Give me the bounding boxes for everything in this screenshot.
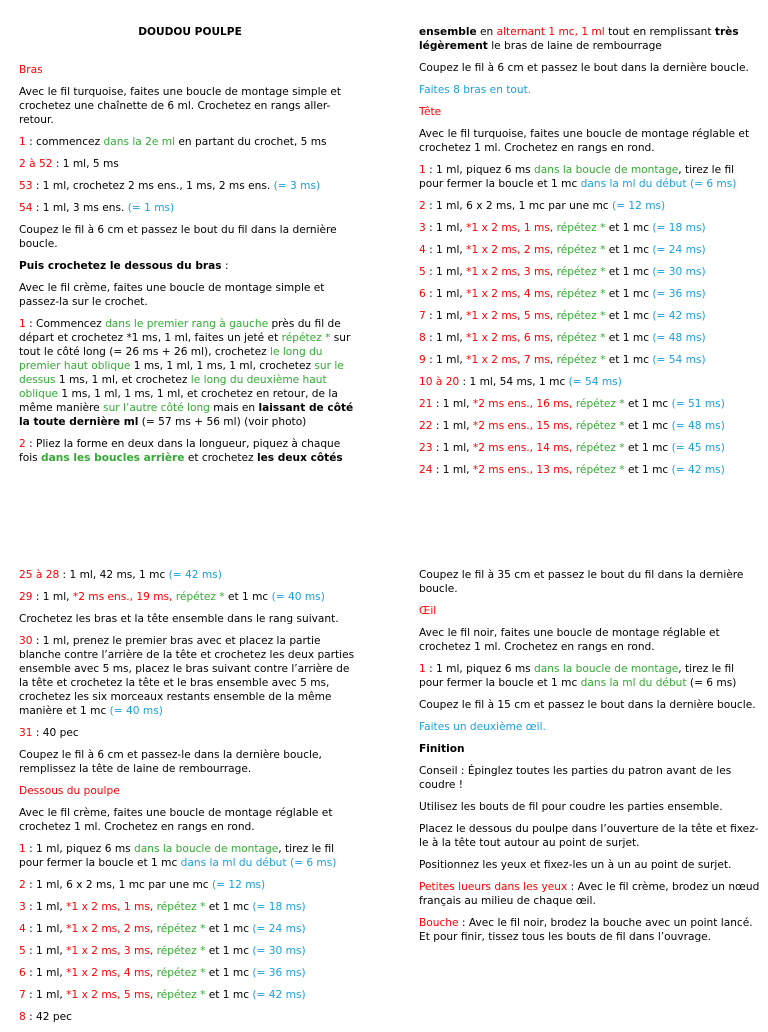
- text-run: 54: [19, 202, 33, 214]
- text-run: : 1 ml,: [32, 591, 73, 603]
- text-run: (= 45 ms): [671, 442, 725, 454]
- text-run: 6: [419, 288, 426, 300]
- paragraph: [19, 63, 361, 77]
- text-run: : 1 ml,: [432, 442, 473, 454]
- paragraph: [19, 568, 361, 582]
- text-run: Avec le fil crème, faites une boucle de montage réglable et crochetez 1 ml. Crochetez en rangs en rond.: [19, 807, 333, 833]
- paragraph: [419, 441, 761, 455]
- paragraph: [19, 437, 361, 465]
- text-run: et 1 mc: [624, 442, 672, 454]
- text-run: dans la boucle de montage: [534, 663, 679, 675]
- text-run: Avec le fil turquoise, faites une boucle de montage simple et crochetez une chaînette de 6 ml. Crochetez en rangs aller-retour.: [19, 86, 342, 126]
- paragraph: [419, 419, 761, 433]
- paragraph: [19, 259, 361, 273]
- text-run: Tête: [419, 106, 442, 118]
- text-run: répétez *: [175, 591, 225, 603]
- paragraph: [19, 726, 361, 740]
- text-run: laissant de côté la toute dernière ml: [19, 402, 354, 428]
- paragraph: [419, 353, 761, 367]
- text-run: 1 ms, 1 ml, 1 ms, 1 ml, et crochetez en retour, de la même manière: [19, 388, 338, 414]
- text-run: *1 x 2 ms, 7 ms,: [466, 354, 554, 366]
- text-run: Faites un deuxième œil.: [419, 721, 546, 733]
- text-run: (= 42 ms): [652, 310, 706, 322]
- text-run: et 1 mc: [624, 398, 672, 410]
- text-run: *1 x 2 ms, 3 ms,: [466, 266, 554, 278]
- text-run: 1 ms, 1 ml, 1 ms, 1 ml, crochetez: [130, 360, 315, 372]
- text-run: et 1 mc: [224, 591, 272, 603]
- text-run: : 1 ml, 5 ms: [52, 158, 119, 170]
- text-run: Coupez le fil à 6 cm et passez le bout du fil dans la dernière boucle.: [19, 224, 337, 250]
- text-run: dans la boucle de montage: [134, 843, 279, 855]
- paragraph: [19, 634, 361, 718]
- column-2: [419, 25, 761, 485]
- text-run: 31: [19, 727, 33, 739]
- text-run: 2: [19, 879, 26, 891]
- paragraph: [419, 61, 761, 75]
- text-run: le long du deuxième haut oblique: [19, 374, 327, 400]
- text-run: (= 18 ms): [252, 901, 306, 913]
- text-run: Placez le dessous du poulpe dans l’ouverture de la tête et fixez-le à la tête tout autour au point de surjet.: [419, 823, 759, 849]
- paragraph: [419, 568, 761, 596]
- document-title: [19, 25, 361, 39]
- text-run: Faites 8 bras en tout.: [419, 84, 532, 96]
- text-run: (= 36 ms): [652, 288, 706, 300]
- column-1: [19, 25, 361, 473]
- text-run: (= 42 ms): [671, 464, 725, 476]
- text-run: *2 ms ens., 16 ms,: [472, 398, 573, 410]
- text-run: dans les boucles arrière: [41, 452, 185, 464]
- text-run: (= 48 ms): [671, 420, 725, 432]
- text-run: et 1 mc: [205, 967, 253, 979]
- text-run: : 1 ml,: [432, 420, 473, 432]
- text-run: répétez *: [575, 464, 625, 476]
- text-run: et 1 mc: [605, 354, 653, 366]
- text-run: 2: [419, 200, 426, 212]
- text-run: et 1 mc: [205, 901, 253, 913]
- text-run: dans la ml du début: [580, 677, 687, 689]
- paragraph: [19, 784, 361, 798]
- text-run: Puis crochetez le dessous du bras: [19, 260, 222, 272]
- text-run: mais en: [209, 402, 259, 414]
- text-run: 1: [419, 663, 426, 675]
- text-run: *1 x 2 ms, 1 ms,: [466, 222, 554, 234]
- text-run: (= 40 ms): [271, 591, 325, 603]
- paragraph: [419, 698, 761, 712]
- text-run: : 1 ml, prenez le premier bras avec et placez la partie blanche contre l’arrière de la tête et crochetez les deux parties ensemble avec 5 ms, placez le bras suivant contre l’arrière de la tête et crochetez la tête et le bras ensemble avec 5 ms, crochetez les six morceaux restants ensemble de la même manière et 1 mc: [19, 635, 355, 717]
- text-run: et 1 mc: [205, 989, 253, 1001]
- text-run: Coupez le fil à 35 cm et passez le bout du fil dans la dernière boucle.: [419, 569, 744, 595]
- text-run: (= 12 ms): [211, 879, 266, 891]
- text-run: : 1 ml, 6 x 2 ms, 1 mc par une mc: [25, 879, 212, 891]
- text-run: *1 x 2 ms, 3 ms,: [66, 945, 154, 957]
- text-run: (= 48 ms): [652, 332, 706, 344]
- text-run: près du fil de départ et crochetez *1 ms, 1 ml, faites un jeté et: [19, 318, 341, 344]
- column-4: [419, 568, 761, 952]
- text-run: répétez *: [556, 354, 606, 366]
- text-run: Avec le fil noir, faites une boucle de montage réglable et crochetez 1 ml. Crochetez en rangs en rond.: [419, 627, 720, 653]
- paragraph: [19, 223, 361, 251]
- paragraph: [419, 626, 761, 654]
- text-run: répétez *: [556, 244, 606, 256]
- text-run: : 1 ml,: [425, 310, 467, 322]
- text-run: Conseil : Épinglez toutes les parties du patron avant de les coudre !: [419, 765, 732, 791]
- text-run: *2 ms ens., 13 ms,: [472, 464, 573, 476]
- text-run: 8: [19, 1011, 26, 1023]
- text-run: 53: [19, 180, 33, 192]
- text-run: 25 à 28: [19, 569, 60, 581]
- text-run: 1: [419, 164, 426, 176]
- paragraph: [19, 900, 361, 914]
- text-run: Coupez le fil à 6 cm et passez-le dans la dernière boucle, remplissez la tête de laine de rembourrage.: [19, 749, 322, 775]
- text-run: *1 x 2 ms, 2 ms,: [66, 923, 154, 935]
- text-run: 24: [419, 464, 433, 476]
- text-run: : 1 ml,: [432, 464, 473, 476]
- text-run: Bras: [19, 64, 43, 76]
- paragraph: [419, 127, 761, 155]
- text-run: (= 30 ms): [252, 945, 306, 957]
- text-run: *1 x 2 ms, 5 ms,: [466, 310, 554, 322]
- text-run: (= 54 ms): [652, 354, 706, 366]
- text-run: et 1 mc: [605, 310, 653, 322]
- paragraph: [419, 397, 761, 411]
- text-run: et 1 mc: [605, 332, 653, 344]
- text-run: : 1 ml,: [425, 354, 467, 366]
- text-run: Coupez le fil à 6 cm et passez le bout dans la dernière boucle.: [419, 62, 749, 74]
- text-run: (= 6 ms): [686, 677, 737, 689]
- text-run: 5: [419, 266, 426, 278]
- text-run: 6: [19, 967, 26, 979]
- text-run: 4: [419, 244, 426, 256]
- text-run: en partant du crochet, 5 ms: [175, 136, 327, 148]
- text-run: et 1 mc: [605, 222, 653, 234]
- text-run: et 1 mc: [205, 945, 253, 957]
- text-run: 2 à 52: [19, 158, 53, 170]
- text-run: Finition: [419, 743, 465, 755]
- text-run: le long du premier haut oblique: [19, 346, 323, 372]
- text-run: (= 12 ms): [611, 200, 666, 212]
- text-run: 8: [419, 332, 426, 344]
- text-run: 22: [419, 420, 433, 432]
- text-run: *1 x 2 ms, 6 ms,: [466, 332, 554, 344]
- text-run: (= 42 ms): [168, 569, 222, 581]
- paragraph: [19, 1010, 361, 1024]
- text-run: (= 6 ms): [289, 857, 337, 869]
- text-run: ensemble: [419, 26, 477, 38]
- text-run: : 1 ml, piquez 6 ms: [25, 843, 135, 855]
- paragraph: [419, 243, 761, 257]
- text-run: Positionnez les yeux et fixez-les un à un au point de surjet.: [419, 859, 732, 871]
- text-run: : 1 ml,: [425, 266, 467, 278]
- text-run: répétez *: [156, 901, 206, 913]
- text-run: *1 x 2 ms, 2 ms,: [466, 244, 554, 256]
- paragraph: [419, 287, 761, 301]
- text-run: : 1 ml,: [425, 288, 467, 300]
- text-run: et 1 mc: [205, 923, 253, 935]
- text-run: *2 ms ens., 15 ms,: [472, 420, 573, 432]
- paragraph: [419, 880, 761, 908]
- text-run: (= 3 ms): [273, 180, 321, 192]
- text-run: : 40 pec: [32, 727, 79, 739]
- text-run: *2 ms ens., 19 ms,: [72, 591, 173, 603]
- paragraph: [419, 265, 761, 279]
- paragraph: [419, 463, 761, 477]
- text-run: *1 x 2 ms, 5 ms,: [66, 989, 154, 1001]
- text-run: les deux côtés: [256, 452, 343, 464]
- text-run: : 1 ml, 42 ms, 1 mc: [59, 569, 169, 581]
- paragraph: [19, 878, 361, 892]
- paragraph: [419, 764, 761, 792]
- paragraph: [19, 966, 361, 980]
- text-run: en: [476, 26, 497, 38]
- text-run: (= 54 ms): [568, 376, 622, 388]
- text-run: (= 42 ms): [252, 989, 306, 1001]
- text-run: : Avec le fil crème, brodez un nœud français au milieu de chaque œil.: [419, 881, 760, 907]
- text-run: Bouche: [419, 917, 459, 929]
- paragraph: [419, 163, 761, 191]
- paragraph: [19, 944, 361, 958]
- text-run: (= 24 ms): [252, 923, 306, 935]
- paragraph: [19, 612, 361, 626]
- paragraph: [419, 221, 761, 235]
- paragraph: [419, 83, 761, 97]
- text-run: : Avec le fil noir, brodez la bouche avec un point lancé. Et pour finir, tissez tous les bouts de fil dans l’ouvrage.: [419, 917, 753, 943]
- paragraph: [19, 85, 361, 127]
- text-run: Avec le fil crème, faites une boucle de montage simple et passez-la sur le crochet.: [19, 282, 325, 308]
- text-run: 5: [19, 945, 26, 957]
- paragraph: [19, 157, 361, 171]
- text-run: , tirez le fil pour fermer la boucle et 1 mc: [419, 164, 735, 190]
- text-run: et crochetez: [184, 452, 257, 464]
- text-run: Coupez le fil à 15 cm et passez le bout dans la dernière boucle.: [419, 699, 756, 711]
- text-run: répétez *: [156, 967, 206, 979]
- paragraph: [19, 922, 361, 936]
- text-run: répétez *: [575, 420, 625, 432]
- text-run: : 1 ml,: [25, 901, 67, 913]
- text-run: : 1 ml,: [25, 945, 67, 957]
- text-run: : 1 ml,: [432, 398, 473, 410]
- text-run: 3: [419, 222, 426, 234]
- text-run: 29: [19, 591, 33, 603]
- paragraph: [19, 806, 361, 834]
- paragraph: [19, 135, 361, 149]
- text-run: (= 24 ms): [652, 244, 706, 256]
- text-run: : 1 ml, piquez 6 ms: [425, 663, 535, 675]
- paragraph: [419, 662, 761, 690]
- paragraph: [19, 201, 361, 215]
- text-run: et 1 mc: [624, 464, 672, 476]
- text-run: sur tout le côté long (= 26 ms + 26 ml), crochetez: [19, 332, 351, 358]
- paragraph: [419, 742, 761, 756]
- text-run: : 1 ml,: [425, 244, 467, 256]
- paragraph: [419, 309, 761, 323]
- text-run: et 1 mc: [605, 266, 653, 278]
- text-run: le bras de laine de rembourrage: [487, 40, 662, 52]
- text-run: DOUDOU POULPE: [138, 26, 242, 38]
- text-run: sur l’autre côté long: [103, 402, 210, 414]
- text-run: : Commencez: [25, 318, 106, 330]
- paragraph: [419, 105, 761, 119]
- text-run: 3: [19, 901, 26, 913]
- text-run: Avec le fil turquoise, faites une boucle de montage réglable et crochetez 1 ml. Crochetez en rangs en rond.: [419, 128, 750, 154]
- text-run: : 1 ml, 54 ms, 1 mc: [459, 376, 569, 388]
- text-run: (= 18 ms): [652, 222, 706, 234]
- text-run: et 1 mc: [605, 288, 653, 300]
- text-run: : 1 ml, piquez 6 ms: [425, 164, 535, 176]
- paragraph: [419, 916, 761, 944]
- text-run: 1: [19, 318, 26, 330]
- text-run: : 1 ml,: [25, 989, 67, 1001]
- text-run: 9: [419, 354, 426, 366]
- text-run: : 1 ml, 3 ms ens.: [32, 202, 128, 214]
- paragraph: [419, 199, 761, 213]
- paragraph: [419, 720, 761, 734]
- text-run: répétez *: [156, 945, 206, 957]
- text-run: répétez *: [575, 442, 625, 454]
- text-run: : 1 ml,: [25, 967, 67, 979]
- paragraph: [419, 800, 761, 814]
- text-run: *2 ms ens., 14 ms,: [472, 442, 573, 454]
- text-run: Œil: [419, 605, 437, 617]
- text-run: 4: [19, 923, 26, 935]
- paragraph: [19, 748, 361, 776]
- text-run: *1 x 2 ms, 4 ms,: [466, 288, 554, 300]
- text-run: dans la ml du début: [580, 178, 687, 190]
- text-run: répétez *: [556, 332, 606, 344]
- text-run: : 1 ml,: [25, 923, 67, 935]
- paragraph: [19, 179, 361, 193]
- text-run: et 1 mc: [605, 244, 653, 256]
- text-run: répétez *: [575, 398, 625, 410]
- text-run: répétez *: [281, 332, 331, 344]
- text-run: : 1 ml, crochetez 2 ms ens., 1 ms, 2 ms ens.: [32, 180, 274, 192]
- text-run: 1: [19, 136, 26, 148]
- text-run: 21: [419, 398, 433, 410]
- paragraph: [19, 590, 361, 604]
- paragraph: [419, 858, 761, 872]
- text-run: tout en remplissant: [604, 26, 715, 38]
- text-run: : 1 ml,: [425, 332, 467, 344]
- text-run: : commencez: [25, 136, 104, 148]
- text-run: répétez *: [556, 288, 606, 300]
- paragraph: [419, 331, 761, 345]
- text-run: Petites lueurs dans les yeux: [419, 881, 568, 893]
- text-run: Crochetez les bras et la tête ensemble dans le rang suivant.: [19, 613, 339, 625]
- text-run: *1 x 2 ms, 4 ms,: [66, 967, 154, 979]
- text-run: (= 57 ms + 56 ml) (voir photo): [138, 416, 307, 428]
- text-run: 7: [419, 310, 426, 322]
- text-run: , tirez le fil pour fermer la boucle et 1 mc: [19, 843, 335, 869]
- paragraph: [419, 375, 761, 389]
- text-run: répétez *: [156, 923, 206, 935]
- text-run: dans la 2e ml: [103, 136, 176, 148]
- paragraph: [419, 604, 761, 618]
- text-run: (= 6 ms): [689, 178, 737, 190]
- text-run: répétez *: [556, 310, 606, 322]
- text-run: (= 30 ms): [652, 266, 706, 278]
- text-run: Utilisez les bouts de fil pour coudre les parties ensemble.: [419, 801, 723, 813]
- text-run: 2: [19, 438, 26, 450]
- paragraph: [19, 317, 361, 429]
- text-run: 23: [419, 442, 433, 454]
- text-run: : 1 ml, 6 x 2 ms, 1 mc par une mc: [425, 200, 612, 212]
- text-run: répétez *: [556, 266, 606, 278]
- text-run: dans le premier rang à gauche: [105, 318, 269, 330]
- text-run: 10 à 20: [419, 376, 460, 388]
- text-run: Dessous du poulpe: [19, 785, 120, 797]
- text-run: dans la ml du début: [180, 857, 287, 869]
- paragraph: [19, 988, 361, 1002]
- paragraph: [19, 842, 361, 870]
- text-run: répétez *: [156, 989, 206, 1001]
- text-run: répétez *: [556, 222, 606, 234]
- text-run: *1 x 2 ms, 1 ms,: [66, 901, 154, 913]
- text-run: sur le dessus: [19, 360, 344, 386]
- text-run: : Pliez la forme en deux dans la longueur, piquez à chaque fois: [19, 438, 341, 464]
- text-run: : 1 ml,: [425, 222, 467, 234]
- text-run: 30: [19, 635, 33, 647]
- text-run: très légèrement: [419, 26, 739, 52]
- text-run: (= 40 ms): [109, 705, 163, 717]
- text-run: (= 1 ms): [127, 202, 175, 214]
- text-run: et 1 mc: [624, 420, 672, 432]
- text-run: , tirez le fil pour fermer la boucle et 1 mc: [419, 663, 735, 689]
- paragraph: [419, 25, 761, 53]
- column-3: [19, 568, 361, 1032]
- text-run: :: [221, 260, 229, 272]
- text-run: (= 51 ms): [671, 398, 725, 410]
- text-run: dans la boucle de montage: [534, 164, 679, 176]
- text-run: : 42 pec: [25, 1011, 72, 1023]
- text-run: alternant 1 mc, 1 ml: [496, 26, 605, 38]
- paragraph: [19, 281, 361, 309]
- text-run: 1: [19, 843, 26, 855]
- text-run: 1 ms, 1 ml, et crochetez: [55, 374, 191, 386]
- text-run: (= 36 ms): [252, 967, 306, 979]
- paragraph: [419, 822, 761, 850]
- text-run: 7: [19, 989, 26, 1001]
